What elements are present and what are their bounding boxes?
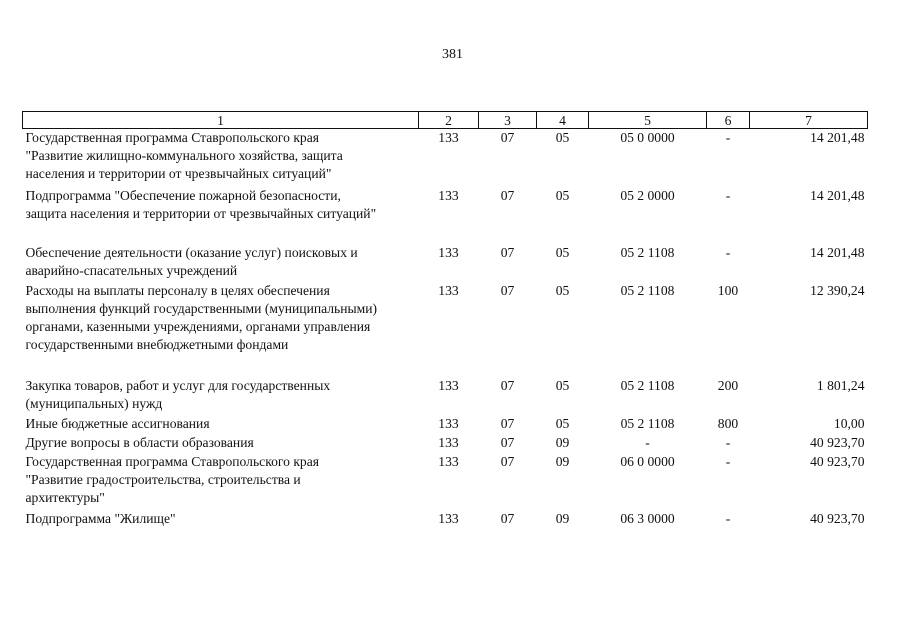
- cell-code: 133: [438, 453, 459, 469]
- cell-type: 200: [717, 377, 739, 393]
- cell-target: 05 2 1108: [620, 244, 675, 260]
- row-name: [23, 282, 419, 377]
- cell-amount: 14 201,48: [810, 187, 865, 203]
- column-header: 3: [479, 112, 537, 129]
- cell-target: 05 2 0000: [620, 187, 675, 203]
- cell-code: 133: [438, 415, 459, 431]
- column-header: 2: [419, 112, 479, 129]
- cell-section: 07: [500, 130, 515, 145]
- cell-code: 133: [438, 130, 459, 145]
- table-row: [23, 415, 868, 434]
- cell-section: 07: [500, 415, 515, 431]
- column-header: 7: [750, 112, 868, 129]
- cell-code: 133: [438, 244, 459, 260]
- budget-table: [22, 111, 868, 530]
- row-name-line: населения и территории от чрезвычайных ситуаций": [25, 166, 332, 182]
- table-row: [23, 510, 868, 530]
- table-row: [23, 434, 868, 453]
- page-number: 381: [442, 47, 463, 62]
- row-name-line: Обеспечение деятельности (оказание услуг) поисковых и: [25, 244, 358, 260]
- cell-subsection: 09: [555, 453, 570, 469]
- row-name: [23, 187, 419, 244]
- cell-subsection: 05: [555, 415, 570, 431]
- table-row: [23, 129, 868, 187]
- row-name: [23, 434, 419, 453]
- cell-subsection: 09: [555, 434, 570, 450]
- cell-amount: 40 923,70: [810, 434, 865, 450]
- row-name-line: органами, казенными учреждениями, органами управления: [25, 318, 371, 334]
- cell-amount: 14 201,48: [810, 130, 865, 145]
- cell-section: 07: [500, 434, 515, 450]
- table-row: [23, 453, 868, 510]
- row-name-line: Подпрограмма "Жилище": [25, 510, 176, 526]
- cell-subsection: 05: [555, 130, 570, 145]
- cell-section: 07: [500, 244, 515, 260]
- cell-type: -: [725, 453, 731, 469]
- row-name: [23, 453, 419, 510]
- cell-type: 800: [717, 415, 739, 431]
- cell-amount: 1 801,24: [816, 377, 865, 393]
- cell-code: 133: [438, 434, 459, 450]
- row-name: [23, 415, 419, 434]
- table-row: [23, 244, 868, 282]
- cell-target: 05 2 1108: [620, 415, 675, 431]
- cell-type: -: [725, 187, 731, 203]
- cell-subsection: 05: [555, 187, 570, 203]
- row-name-line: "Развитие жилищно-коммунального хозяйства, защита: [25, 148, 343, 164]
- cell-type: -: [725, 510, 731, 526]
- row-name-line: архитектуры": [25, 489, 105, 505]
- row-name: [23, 377, 419, 415]
- cell-type: 100: [717, 282, 739, 298]
- row-name-line: Другие вопросы в области образования: [25, 434, 254, 450]
- column-header: 5: [589, 112, 707, 129]
- row-name-line: (муниципальных) нужд: [25, 395, 163, 411]
- cell-code: 133: [438, 377, 459, 393]
- cell-amount: 14 201,48: [810, 244, 865, 260]
- cell-subsection: 05: [555, 282, 570, 298]
- row-name-line: Закупка товаров, работ и услуг для государственных: [25, 377, 331, 393]
- row-name-line: государственными внебюджетными фондами: [25, 337, 289, 353]
- cell-code: 133: [438, 187, 459, 203]
- cell-code: 133: [438, 282, 459, 298]
- row-name: [23, 129, 419, 187]
- cell-amount: 40 923,70: [810, 453, 865, 469]
- cell-target: -: [645, 434, 650, 450]
- cell-amount: 40 923,70: [810, 510, 865, 526]
- cell-section: 07: [500, 377, 515, 393]
- row-name-line: защита населения и территории от чрезвычайных ситуаций": [25, 205, 377, 221]
- table-row: [23, 377, 868, 415]
- cell-target: 06 3 0000: [620, 510, 675, 526]
- column-header: 4: [537, 112, 589, 129]
- row-name-line: Государственная программа Ставропольского края: [25, 130, 320, 145]
- cell-section: 07: [500, 453, 515, 469]
- cell-target: 05 2 1108: [620, 282, 675, 298]
- cell-subsection: 09: [555, 510, 570, 526]
- cell-target: 05 0 0000: [620, 130, 675, 145]
- cell-target: 06 0 0000: [620, 453, 675, 469]
- cell-section: 07: [500, 510, 515, 526]
- cell-amount: 10,00: [833, 415, 865, 431]
- row-name-line: Подпрограмма "Обеспечение пожарной безопасности,: [25, 187, 341, 203]
- cell-subsection: 05: [555, 244, 570, 260]
- column-header: 6: [707, 112, 750, 129]
- row-name: [23, 510, 419, 530]
- row-name-line: Иные бюджетные ассигнования: [25, 415, 210, 431]
- cell-section: 07: [500, 282, 515, 298]
- cell-type: -: [725, 434, 731, 450]
- row-name-line: выполнения функций государственными (муниципальными): [25, 300, 378, 316]
- table-row: [23, 187, 868, 244]
- cell-type: -: [725, 244, 731, 260]
- cell-target: 05 2 1108: [620, 377, 675, 393]
- cell-type: -: [725, 130, 731, 145]
- row-name-line: аварийно-спасательных учреждений: [25, 262, 238, 278]
- header-row: [23, 112, 868, 129]
- table-row: [23, 282, 868, 377]
- cell-amount: 12 390,24: [810, 282, 865, 298]
- cell-section: 07: [500, 187, 515, 203]
- column-header: 1: [23, 112, 419, 129]
- row-name: [23, 244, 419, 282]
- row-name-line: Расходы на выплаты персоналу в целях обеспечения: [25, 282, 330, 298]
- row-name-line: Государственная программа Ставропольского края: [25, 453, 320, 469]
- cell-code: 133: [438, 510, 459, 526]
- cell-subsection: 05: [555, 377, 570, 393]
- row-name-line: "Развитие градостроительства, строительства и: [25, 471, 301, 487]
